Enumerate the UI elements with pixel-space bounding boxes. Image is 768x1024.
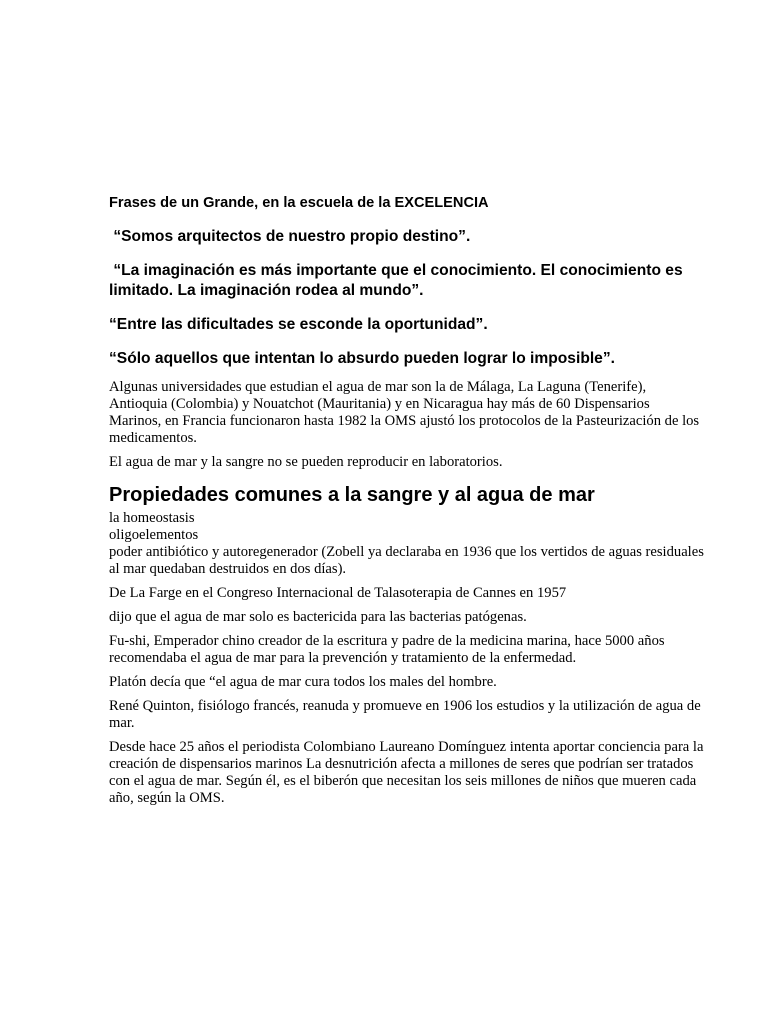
paragraph-fu-shi: Fu-shi, Emperador chino creador de la escritura y padre de la medicina marina, hace 5000 años recomendaba el agua de mar para la prevención y tratamiento de la enfermedad. <box>109 633 665 666</box>
property-antibiotic: poder antibiótico y autoregenerador (Zobell ya declaraba en 1936 que los vertidos de aguas residuales al mar quedaban destruidos en dos días). <box>109 544 704 577</box>
quote-3: “Entre las dificultades se esconde la oportunidad”. <box>109 316 488 333</box>
paragraph-bactericida: dijo que el agua de mar solo es bactericida para las bacterias patógenas. <box>109 609 527 625</box>
paragraph-laureano-dominguez: Desde hace 25 años el periodista Colombiano Laureano Domínguez intenta aportar conciencia para la creación de dispensarios marinos La desnutrición afecta a millones de seres que podrían ser tratados con el agua de mar. Según él, es el biberón que necesitan los seis millones de niños que mueren cada año, según la OMS. <box>109 739 704 806</box>
document-page <box>109 194 705 814</box>
intro-paragraph-universities: Algunas universidades que estudian el agua de mar son la de Málaga, La Laguna (Tenerife), Antioquia (Colombia) y Nouatchot (Mauritania) y en Nicaragua hay más de 60 Dispensarios Marinos, en Francia funcionaron hasta 1982 la OMS ajustó los protocolos de la Pasteurización de los medicamentos. <box>109 379 700 446</box>
quote-1: “Somos arquitectos de nuestro propio destino”. <box>109 228 471 245</box>
property-oligoelements: oligoelementos <box>109 527 199 543</box>
paragraph-de-la-farge: De La Farge en el Congreso Internacional de Talasoterapia de Cannes en 1957 <box>109 585 567 601</box>
intro-paragraph-laboratories: El agua de mar y la sangre no se pueden reproducir en laboratorios. <box>109 454 503 470</box>
section-title: Propiedades comunes a la sangre y al agua de mar <box>109 484 595 506</box>
property-homeostasis: la homeostasis <box>109 510 195 526</box>
paragraph-platon: Platón decía que “el agua de mar cura todos los males del hombre. <box>109 674 497 690</box>
quote-2: “La imaginación es más importante que el conocimiento. El conocimiento es limitado. La imaginación rodea al mundo”. <box>109 262 687 299</box>
paragraph-rene-quinton: René Quinton, fisiólogo francés, reanuda y promueve en 1906 los estudios y la utilización de agua de mar. <box>109 698 701 731</box>
quote-4: “Sólo aquellos que intentan lo absurdo pueden lograr lo imposible”. <box>109 350 615 367</box>
document-heading: Frases de un Grande, en la escuela de la EXCELENCIA <box>109 195 489 211</box>
